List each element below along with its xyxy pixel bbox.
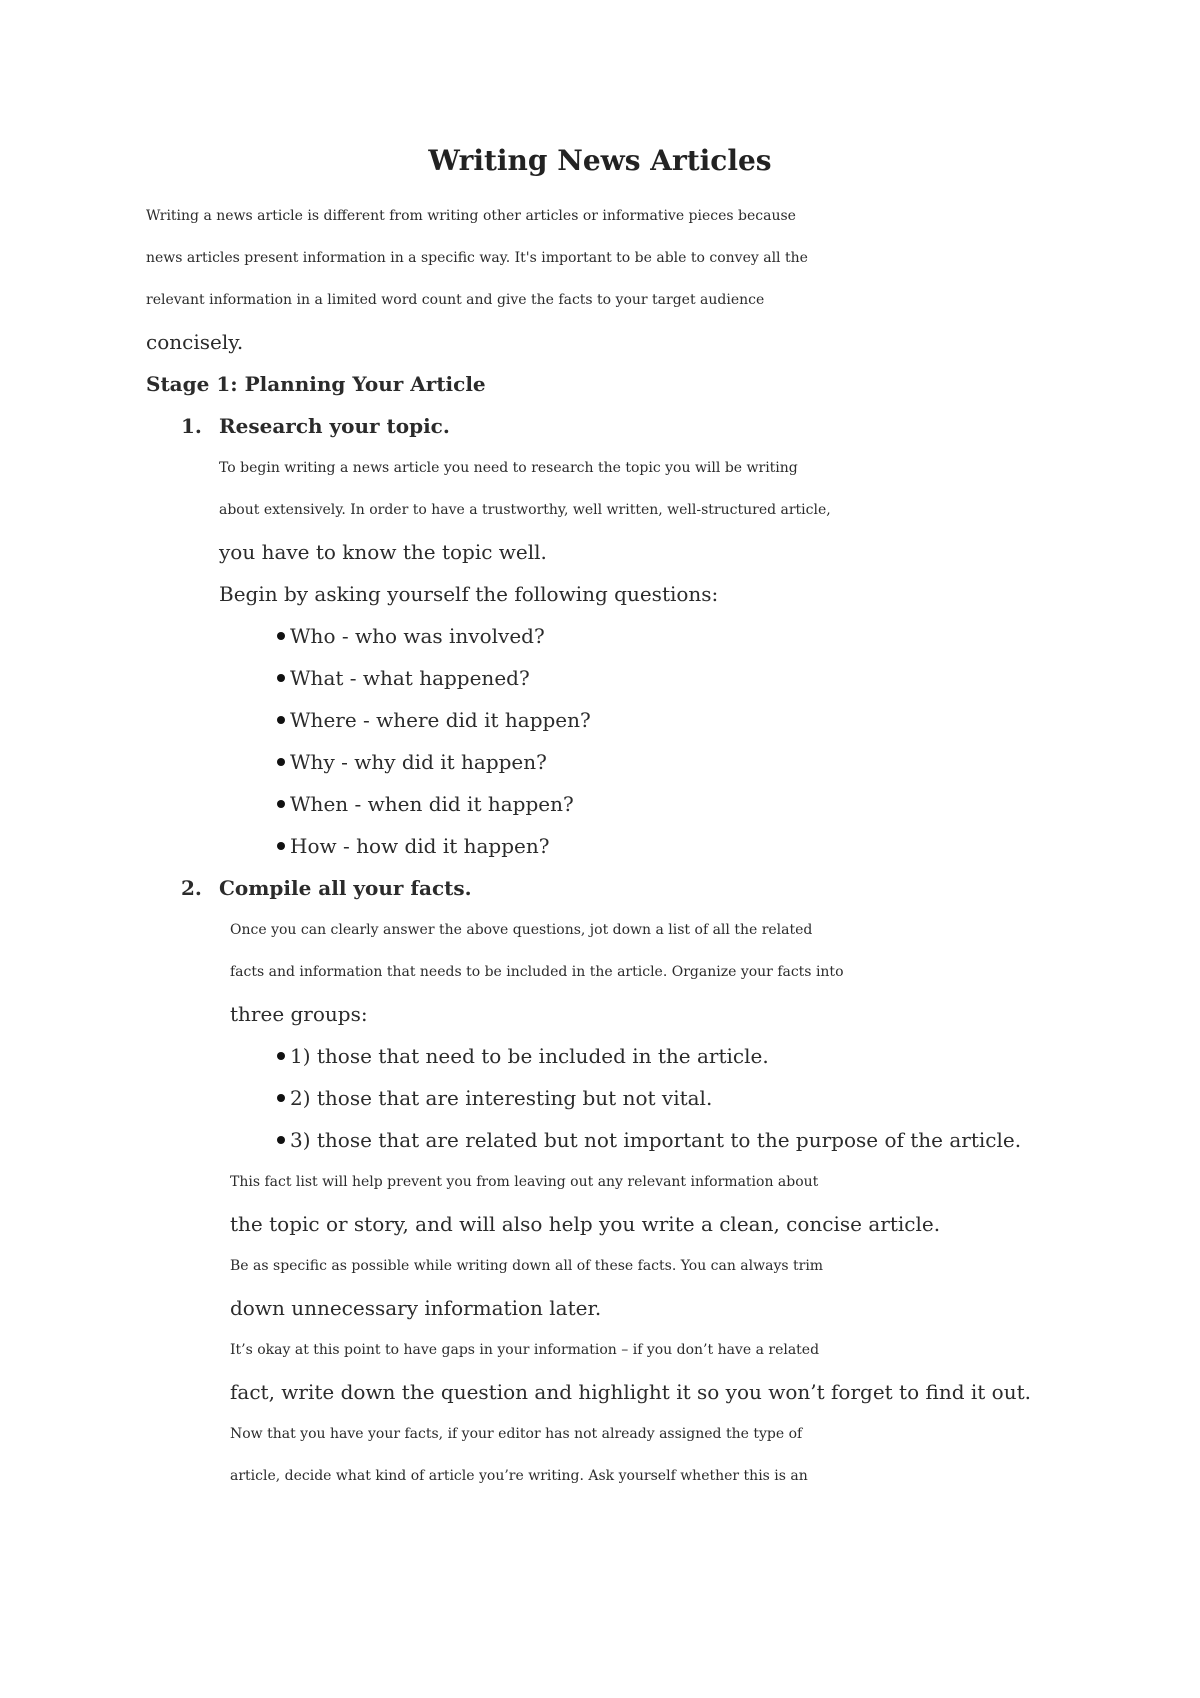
- questions-lead: Begin by asking yourself the following questions:: [219, 582, 719, 606]
- bullet-text: 2) those that are interesting but not vital.: [290, 1086, 713, 1110]
- paragraph-line: facts and information that needs to be included in the article. Organize your facts into: [230, 964, 844, 980]
- list-item: [277, 615, 545, 657]
- paragraph-line: the topic or story, and will also help you write a clean, concise article.: [230, 1212, 941, 1236]
- bullet-dot: [277, 800, 285, 808]
- list-item: [277, 1035, 769, 1077]
- list-item: [277, 1119, 1021, 1161]
- stage-heading: Stage 1: Planning Your Article: [146, 372, 486, 396]
- bullet-dot: [277, 1094, 285, 1102]
- bullet-text: Where - where did it happen?: [290, 708, 591, 732]
- list-item: [277, 1077, 712, 1119]
- paragraph-line: It’s okay at this point to have gaps in your information – if you don’t have a related: [230, 1342, 820, 1358]
- paragraph-line: Now that you have your facts, if your editor has not already assigned the type of: [230, 1426, 803, 1442]
- list-item: [277, 699, 591, 741]
- paragraph-line: article, decide what kind of article you’re writing. Ask yourself whether this is an: [230, 1468, 808, 1484]
- paragraph-line: about extensively. In order to have a trustworthy, well written, well-structured article,: [219, 502, 831, 518]
- bullet-dot: [277, 716, 285, 724]
- paragraph-line: Once you can clearly answer the above questions, jot down a list of all the related: [230, 922, 813, 938]
- list-item: [277, 825, 549, 867]
- paragraph-line: down unnecessary information later.: [230, 1296, 602, 1320]
- item-paragraph: [230, 909, 1061, 1035]
- intro-line: relevant information in a limited word count and give the facts to your target audience: [146, 292, 765, 308]
- item-heading: Compile all your facts.: [219, 876, 472, 900]
- intro-line: concisely.: [146, 330, 244, 354]
- list-number: 2.: [181, 876, 202, 900]
- paragraph-line: fact, write down the question and highlight it so you won’t forget to find it out.: [230, 1380, 1031, 1404]
- bullet-text: 3) those that are related but not important to the purpose of the article.: [290, 1128, 1022, 1152]
- paragraph-line: This fact list will help prevent you from leaving out any relevant information about: [230, 1174, 819, 1190]
- document-title: Writing News Articles: [428, 144, 772, 177]
- bullet-dot: [277, 1052, 285, 1060]
- paragraph-line: three groups:: [230, 1002, 368, 1026]
- bullet-dot: [277, 1136, 285, 1144]
- list-item: [277, 783, 574, 825]
- bullet-text: 1) those that need to be included in the article.: [290, 1044, 769, 1068]
- bullet-dot: [277, 758, 285, 766]
- paragraph-line: you have to know the topic well.: [219, 540, 547, 564]
- bullet-dot: [277, 674, 285, 682]
- intro-paragraph: [146, 195, 1061, 363]
- bullet-text: How - how did it happen?: [290, 834, 550, 858]
- item-paragraph: [219, 447, 1061, 615]
- bullet-text: Who - who was involved?: [290, 624, 545, 648]
- bullet-dot: [277, 632, 285, 640]
- bullet-text: What - what happened?: [290, 666, 530, 690]
- intro-line: news articles present information in a specific way. It's important to be able to convey all the: [146, 250, 808, 266]
- item-paragraph: [230, 1161, 1061, 1497]
- list-item: [277, 657, 530, 699]
- item-heading: Research your topic.: [219, 414, 450, 438]
- paragraph-line: To begin writing a news article you need to research the topic you will be writing: [219, 460, 798, 476]
- bullet-text: When - when did it happen?: [290, 792, 574, 816]
- list-number: 1.: [181, 414, 202, 438]
- bullet-text: Why - why did it happen?: [290, 750, 547, 774]
- paragraph-line: Be as specific as possible while writing down all of these facts. You can always trim: [230, 1258, 824, 1274]
- intro-line: Writing a news article is different from writing other articles or informative pieces because: [146, 208, 796, 224]
- list-item: [277, 741, 547, 783]
- bullet-dot: [277, 842, 285, 850]
